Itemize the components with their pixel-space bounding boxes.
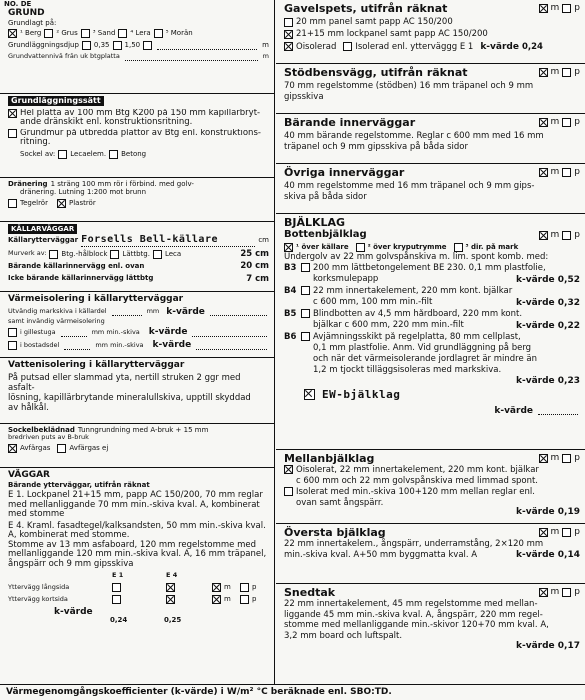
lockpanel-label: 21+15 mm lockpanel samt papp AC 150/200 <box>296 29 488 40</box>
sockelb-options <box>8 444 269 453</box>
sand-label: ³ Sand <box>92 29 116 38</box>
varm-kv2-label: k-värde <box>148 327 188 338</box>
varm-u1-line[interactable] <box>112 308 142 316</box>
mellan-title: Mellanbjälklag <box>284 452 375 465</box>
stod-mp <box>539 67 581 78</box>
lecaelem-checkbox[interactable] <box>58 150 67 159</box>
gillestuga-unit: mm min.-skiva <box>91 327 140 336</box>
stod-p-label: p <box>574 67 580 78</box>
over-kallare-checkbox[interactable] <box>284 243 293 252</box>
grund-section <box>0 6 274 94</box>
langsida-m-checkbox[interactable] <box>212 583 221 592</box>
gavel-o2-row <box>284 29 580 39</box>
betong-checkbox[interactable] <box>109 150 118 159</box>
sockelb-text1: Tunngrundning med A-bruk + 15 mm <box>77 426 209 434</box>
tegelror-checkbox[interactable] <box>8 199 17 208</box>
mellan-oisolerat-checkbox[interactable] <box>284 465 293 474</box>
gavel-mp <box>539 3 581 14</box>
sockel-label: Sockel av: <box>20 150 56 159</box>
oisolerad-checkbox[interactable] <box>284 42 293 51</box>
over-kallare-label: ¹ över källare <box>296 243 349 252</box>
lera-checkbox[interactable] <box>118 29 127 38</box>
kallar-section <box>0 222 274 292</box>
snedtak-mp <box>539 587 581 598</box>
kallarvagg-value[interactable]: Forsells Bell-källare <box>81 234 255 247</box>
b3-kvalue: k-värde 0,52 <box>516 275 580 286</box>
mellan-isolerat-checkbox[interactable] <box>284 487 293 496</box>
gavel-section <box>276 0 585 64</box>
b6-label: B6 <box>284 331 297 342</box>
grus-label: ² Grus <box>56 29 78 38</box>
over-kryp-label: ² över kryputrymme <box>367 243 447 252</box>
bostadsdel-line[interactable] <box>64 342 90 350</box>
snedtak-text: 22 mm innertakelement, 45 mm regelstomme med mellan- liggande 45 mm min.-skiva kval. A, ångspärr, 220 mm regel- stomme med mellanliggande min.-skivor 120+70 mm kval. A, 3,2 mm board och luftspalt. <box>284 599 549 641</box>
mellan-o2-row <box>284 487 580 509</box>
ovriga-title: Övriga innerväggar <box>284 166 405 179</box>
oisolerad-label: Oisolerad <box>296 41 337 52</box>
sockelbekladnad-section <box>0 424 274 468</box>
oversta-section <box>276 524 585 584</box>
oversta-p-checkbox[interactable] <box>562 528 571 537</box>
vaggar-sub: Bärande ytterväggar, utifrån räknat <box>8 480 150 489</box>
moran-label: ⁵ Morän <box>165 29 193 38</box>
niva-row <box>8 53 269 61</box>
djup-035-checkbox[interactable] <box>82 41 91 50</box>
hel-platta-checkbox[interactable] <box>8 109 17 118</box>
b6-row <box>284 332 580 376</box>
langsida-p-label: p <box>252 583 257 592</box>
kortsida-label: Yttervägg kortsida <box>8 595 68 604</box>
barande-title: Bärande innerväggar <box>284 116 416 129</box>
gavel-o3-row <box>284 42 580 53</box>
kortsida-e4-checkbox[interactable] <box>166 595 175 604</box>
bottenbjalk-header <box>284 229 580 241</box>
b5-label: B5 <box>284 308 297 319</box>
oversta-m-label: m <box>550 527 560 538</box>
kallarvagg-row <box>8 234 269 247</box>
oversta-header <box>284 526 580 539</box>
stod-text: 70 mm regelstomme (stödben) 16 mm träpanel och 9 mm gipsskiva <box>284 81 534 103</box>
vatten-title: Vattenisolering i källarytterväggar <box>8 360 185 370</box>
bjalklag-section <box>276 214 585 450</box>
oversta-text: 22 mm innertakelem., ångspärr, underramstång, 2×120 mm min.-skiva kval. A+50 mm byggmatta kval. A <box>284 539 544 561</box>
b4-kvalue: k-värde 0,32 <box>516 297 580 308</box>
b3-text: 200 mm lättbetongelement BE 230. 0,1 mm plastfolie, korksmulepapp <box>313 263 546 285</box>
stod-m-label: m <box>550 67 560 78</box>
sand-checkbox[interactable] <box>81 29 90 38</box>
djup-row <box>8 41 269 50</box>
grundlagt-label: Grundlagt på: <box>8 18 57 27</box>
b5-text: Blindbotten av 4,5 mm hårdboard, 220 mm kont. bjälkar c 600 mm, 220 mm min.-filt <box>313 308 523 330</box>
snedtak-title: Snedtak <box>284 586 336 599</box>
ovriga-text: 40 mm regelstomme med 16 mm träpanel och 9 mm gips- skiva på båda sidor <box>284 181 535 203</box>
gavel-p-checkbox[interactable] <box>562 4 571 13</box>
leca-value: 25 cm <box>240 249 269 260</box>
leca-label: Leca <box>164 250 182 259</box>
dir-mark-label: ³ dir. på mark <box>465 243 519 252</box>
e4-col-header: E 4 <box>166 571 178 580</box>
varm-kv3-label: k-värde <box>152 340 192 351</box>
oversta-kvalue: k-värde 0,14 <box>516 550 580 561</box>
lera-label: ⁴ Lera <box>130 29 151 38</box>
varm-u1-label: Utvändig markskiva i källardel <box>8 307 107 316</box>
oversta-mp <box>539 527 581 538</box>
djup-unit: m <box>262 41 269 50</box>
barande-p-label: p <box>574 117 580 128</box>
e1-kvalue: 0,24 <box>110 616 128 625</box>
ew-checkbox[interactable] <box>304 389 315 400</box>
bottenbjalk-options <box>284 243 580 252</box>
bottenbjalk-title: Bottenbjälklag <box>284 229 367 241</box>
mellan-header <box>284 452 580 465</box>
btg-halblock-checkbox[interactable] <box>49 250 58 259</box>
stod-p-checkbox[interactable] <box>562 68 571 77</box>
stod-m-checkbox[interactable] <box>539 68 548 77</box>
snedtak-m-checkbox[interactable] <box>539 588 548 597</box>
dran-text2: dränering. Lutning 1:200 mot brunn <box>20 188 147 197</box>
ew-kv-row <box>284 406 580 417</box>
varmeisolering-section <box>0 292 274 358</box>
ovriga-p-label: p <box>574 167 580 178</box>
vattenisolering-section <box>0 358 274 424</box>
varm-kv3-line[interactable] <box>196 342 267 350</box>
varm-kv1-label: k-värde <box>166 306 205 317</box>
lattbtg-label: Lättbtg. <box>122 250 150 259</box>
bostadsdel-unit: mm min.-skiva <box>95 340 144 349</box>
stod-title: Stödbensvägg, utifrån räknat <box>284 66 468 79</box>
gillestuga-label: i gillestuga <box>20 327 56 336</box>
vaggar-title: VÄGGAR <box>8 470 50 480</box>
lockpanel-checkbox[interactable] <box>284 30 293 39</box>
mellan-oisolerat-text: Oisolerat, 22 mm innertakelement, 220 mm kont. bjälkar c 600 mm och 22 mm golvspånskiva med limmad spont. <box>296 465 539 487</box>
dran-text1: 1 sträng 100 mm rör i förbind. med golv- <box>50 180 194 188</box>
dranering-section <box>0 178 274 222</box>
bostadsdel-label: i bostadsdel <box>20 340 60 349</box>
kortsida-p-label: p <box>252 595 257 604</box>
bostadsdel-checkbox[interactable] <box>8 341 17 350</box>
mellan-m-label: m <box>550 453 560 464</box>
oversta-title: Översta bjälklag <box>284 526 386 539</box>
mellan-p-checkbox[interactable] <box>562 454 571 463</box>
barande-section <box>276 114 585 164</box>
avfargas-label: Avfärgas <box>20 444 51 453</box>
gavel-m-checkbox[interactable] <box>539 4 548 13</box>
varm-u3-row <box>8 327 269 338</box>
bjalk-intro: Undergolv av 22 mm golvspånskiva m. lim. spont komb. med: <box>284 252 549 263</box>
snedtak-m-label: m <box>550 587 560 598</box>
b6-kvalue: k-värde 0,23 <box>516 375 580 386</box>
snedtak-kvalue: k-värde 0,17 <box>516 641 580 652</box>
mellan-section <box>276 450 585 524</box>
gavel-m-label: m <box>550 3 560 14</box>
moran-checkbox[interactable] <box>154 29 163 38</box>
vaggar-grid <box>8 572 269 628</box>
panel20-checkbox[interactable] <box>284 18 293 27</box>
dran-options <box>8 199 269 208</box>
grundmur-checkbox[interactable] <box>8 129 17 138</box>
sockel-row <box>8 150 269 159</box>
sattet-section <box>0 94 274 178</box>
b5-checkbox[interactable] <box>301 309 310 318</box>
snedtak-section <box>276 584 585 650</box>
gavel-kv-value: 0,24 <box>521 41 543 52</box>
kallarvagg-label: Källarytterväggar <box>8 236 79 245</box>
mellan-o1-row <box>284 465 580 487</box>
ejbarande-row <box>8 274 269 284</box>
kortsida-m-checkbox[interactable] <box>212 595 221 604</box>
snedtak-header <box>284 586 580 599</box>
gillestuga-line[interactable] <box>61 329 87 337</box>
e4-text: E 4. Kraml. fasadtegel/kalksandsten, 50 mm min.-skiva kval. A, kombinerat med stomme. Stomme av 13 mm asfaboard, 120 mm regelstomme med mellanliggande 120 mm min.-skiva kval. A, 16 mm träpanel, ångspärr och 9 mm gipsskiva <box>8 520 267 569</box>
barande-kallar-label: Bärande källarinnervägg enl. ovan <box>8 262 145 271</box>
ovriga-header <box>284 166 580 179</box>
sattet-title: Grundläggningssätt <box>8 96 104 106</box>
niva-label: Grundvattennivå från uk btgplatta <box>8 53 120 61</box>
gavel-kv-label: k-värde <box>480 41 519 52</box>
b5-kvalue: k-värde 0,22 <box>516 320 580 331</box>
gavel-o1-row <box>284 17 580 27</box>
ew-value[interactable]: EW-bjälklag <box>322 388 401 402</box>
gavel-p-label: p <box>574 3 580 14</box>
dran-row1 <box>8 180 269 188</box>
kortsida-e1-checkbox[interactable] <box>112 595 121 604</box>
langsida-label: Yttervägg långsida <box>8 583 70 592</box>
leca-checkbox[interactable] <box>153 250 162 259</box>
bottenbjalk-mp <box>539 230 581 241</box>
bottenbjalk-p-checkbox[interactable] <box>562 231 571 240</box>
berg-label: ¹ Berg <box>20 29 42 38</box>
ew-row <box>284 388 580 401</box>
b3-checkbox[interactable] <box>301 263 310 272</box>
sattet-opt2-row <box>8 129 269 147</box>
lecaelem-label: Lecaelem. <box>70 150 107 159</box>
varm-kv1-line[interactable] <box>210 308 267 316</box>
djup-line[interactable] <box>157 42 257 50</box>
varm-u2-label: samt invändig värmeisolering <box>8 316 105 325</box>
langsida-p-checkbox[interactable] <box>240 583 249 592</box>
betong-label: Betong <box>121 150 147 159</box>
barande-kallar-row <box>8 261 269 271</box>
plastror-checkbox[interactable] <box>57 199 66 208</box>
bjalk-title: BJÄLKLAG <box>284 216 346 229</box>
stod-section <box>276 64 585 114</box>
mellan-p-label: p <box>574 453 580 464</box>
grund-options <box>8 29 269 38</box>
murverk-label: Murverk av: <box>8 249 47 258</box>
murverk-row <box>8 249 269 259</box>
e4-kvalue: 0,25 <box>164 616 182 625</box>
mellan-mp <box>539 453 581 464</box>
ew-kv-label: k-värde <box>494 405 533 416</box>
footer-note: Värmegenomgångskoefficienter (k-värde) i W/m² °C beräknade enl. SBO:TD. <box>0 684 585 700</box>
e1-col-header: E 1 <box>112 571 124 580</box>
panel20-label: 20 mm panel samt papp AC 150/200 <box>296 17 453 28</box>
avfargas-ej-checkbox[interactable] <box>57 444 66 453</box>
kortsida-m-label: m <box>224 595 231 604</box>
djup-150-label: 1,50 <box>124 41 141 50</box>
ejbarande-value: 7 cm <box>246 273 269 284</box>
bottenbjalk-m-checkbox[interactable] <box>539 231 548 240</box>
plastror-label: Plaströr <box>68 199 96 208</box>
right-column <box>276 0 585 700</box>
niva-line[interactable] <box>125 53 258 61</box>
barande-kallar-value: 20 cm <box>240 261 269 272</box>
gillestuga-checkbox[interactable] <box>8 328 17 337</box>
top-cut-text: NO. DE <box>4 0 32 6</box>
grus-checkbox[interactable] <box>44 29 53 38</box>
ew-kv-line[interactable] <box>538 407 578 415</box>
oversta-p-label: p <box>574 527 580 538</box>
varm-u1-row <box>8 307 269 318</box>
mellan-isolerat-text: Isolerat med min.-skiva 100+120 mm mellan reglar enl. ovan samt ångspärr. <box>296 487 535 509</box>
dran-title: Dränering <box>8 180 48 188</box>
kallarvagg-unit: cm <box>258 236 269 245</box>
isolerad-label: Isolerad enl. ytterväggg E 1 <box>355 41 474 52</box>
vaggar-section <box>0 468 274 668</box>
djup-label: Grundläggningsdjup <box>8 41 79 50</box>
snedtak-p-checkbox[interactable] <box>562 588 571 597</box>
b4-text: 22 mm innertakelement, 220 mm kont. bjälkar c 600 mm, 100 mm min.-filt <box>313 285 513 307</box>
varm-u1-unit: mm <box>146 307 160 316</box>
lattbtg-checkbox[interactable] <box>110 250 119 259</box>
b3-label: B3 <box>284 263 297 274</box>
berg-checkbox[interactable] <box>8 29 17 38</box>
mellan-kvalue: k-värde 0,19 <box>516 507 580 518</box>
b6-checkbox[interactable] <box>301 332 310 341</box>
b4-checkbox[interactable] <box>301 286 310 295</box>
ejbarande-label: Icke bärande källarinnervägg lättbtg <box>8 274 154 283</box>
isolerad-checkbox[interactable] <box>343 42 352 51</box>
barande-header <box>284 116 580 129</box>
bottenbjalk-p-label: p <box>574 229 580 240</box>
vatten-text: På putsad eller slammad yta, nertill struken 2 ggr med asfalt- lösning, kapillärbrytande mineralullskiva, upptill skyddad av hålkål. <box>8 372 251 413</box>
varm-title: Värmeisolering i källarytterväggar <box>8 294 184 304</box>
grund-title: GRUND <box>8 8 45 18</box>
barande-text: 40 mm bärande regelstomme. Reglar c 600 mm med 16 mm träpanel och 9 mm gipsskiva på båda sidor <box>284 131 544 153</box>
sattet-opt1-row <box>8 109 269 127</box>
hel-platta-text: Hel platta av 100 mm Btg K200 på 150 mm kapillärbryt- ande dränskikt enl. konstruktionsritning. <box>20 109 261 128</box>
snedtak-p-label: p <box>574 587 580 598</box>
langsida-e4-checkbox[interactable] <box>166 583 175 592</box>
kortsida-p-checkbox[interactable] <box>240 595 249 604</box>
left-column <box>0 0 275 700</box>
sockelb-title: Sockelbeklädnad <box>8 426 75 434</box>
sockelb-text2: bredriven puts av B-bruk <box>8 433 89 442</box>
gavel-header <box>284 2 580 15</box>
ovriga-section <box>276 164 585 214</box>
over-kryp-checkbox[interactable] <box>356 243 365 252</box>
varm-kv2-line[interactable] <box>192 329 267 337</box>
barande-mp <box>539 117 581 128</box>
niva-unit: m <box>262 53 269 61</box>
grundmur-text: Grundmur på utbredda plattor av Btg enl. konstruktions- ritning. <box>20 129 261 148</box>
b4-label: B4 <box>284 285 297 296</box>
gavel-title: Gavelspets, utifrån räknat <box>284 2 448 15</box>
barande-m-label: m <box>550 117 560 128</box>
varm-u4-row <box>8 340 269 351</box>
btg-halblock-label: Btg.-hålblock <box>61 250 108 259</box>
djup-150-checkbox[interactable] <box>113 41 122 50</box>
bottenbjalk-m-label: m <box>550 229 560 240</box>
barande-p-checkbox[interactable] <box>562 118 571 127</box>
langsida-m-label: m <box>224 583 231 592</box>
avfargas-checkbox[interactable] <box>8 444 17 453</box>
avfargas-ej-label: Avfärgas ej <box>69 444 109 453</box>
ovriga-m-checkbox[interactable] <box>539 168 548 177</box>
stod-header <box>284 66 580 79</box>
vaggar-kv-label: k-värde <box>54 607 93 618</box>
ovriga-m-label: m <box>550 167 560 178</box>
oversta-m-checkbox[interactable] <box>539 528 548 537</box>
b6-text: Avjämningsskikt på regelplatta, 80 mm cellplast, 0,1 mm plastfolie. Anm. Vid grundläggning på berg och när det värmeisolerande jordlagret är mindre än 1,2 m tjockt tilläggsisoleras med markskiva. <box>313 331 538 375</box>
mellan-m-checkbox[interactable] <box>539 454 548 463</box>
ovriga-mp <box>539 167 581 178</box>
ovriga-p-checkbox[interactable] <box>562 168 571 177</box>
dir-mark-checkbox[interactable] <box>454 243 463 252</box>
langsida-e1-checkbox[interactable] <box>112 583 121 592</box>
tegelror-label: Tegelrör <box>20 199 48 208</box>
djup-other-checkbox[interactable] <box>143 41 152 50</box>
e1-text: E 1. Lockpanel 21+15 mm, papp AC 150/200, 70 mm reglar med mellanliggande 70 mm min.-skiva kval. A, kombinerat med stomme <box>8 490 263 520</box>
djup-035-label: 0,35 <box>93 41 110 50</box>
kallar-title: KÄLLARVÄGGAR <box>8 224 77 234</box>
barande-m-checkbox[interactable] <box>539 118 548 127</box>
